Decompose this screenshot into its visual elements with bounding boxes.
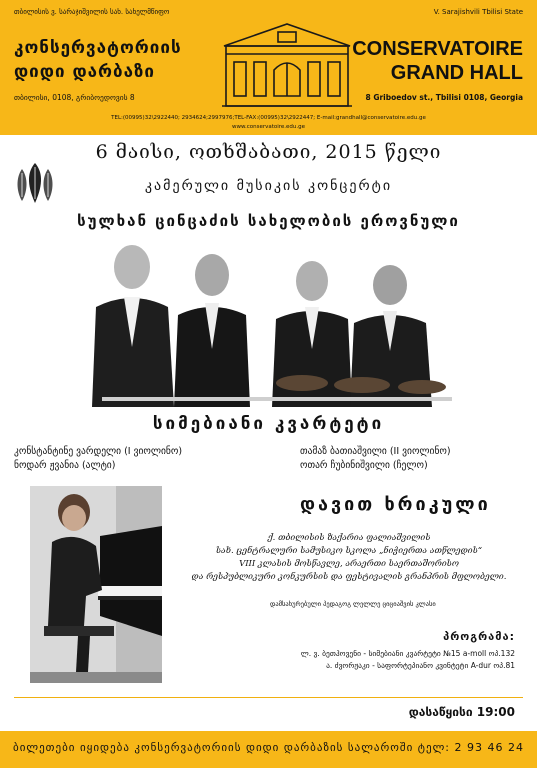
- pianist-bio-line-2: სახ. ცენტრალური სამუსიკო სკოლა „ნიჭიერთა ათწლედის“: [215, 546, 483, 556]
- header-left-address: თბილისი, 0108, გრიბოედოვის 8: [14, 93, 135, 102]
- event-series: სულხან ცინცაძის სახელობის ეროვნული: [77, 212, 460, 230]
- program-item-2: ა. ძვორჟაკი - საფორტეპიანო კვინტეტი A-dur ოპ.81: [326, 661, 515, 670]
- program-item-1: ლ. ვ. ბეთჰოვენი - სიმებიანი კვარტეტი №15 a-moll ოპ.132: [300, 649, 515, 658]
- member-cello: ოთარ ჩუბინიშვილი (ჩელო): [300, 460, 428, 471]
- member-viola: ნოდარ ჟვანია (ალტი): [14, 460, 116, 471]
- header-contact-line: TEL:(00995)32\2922440; 2934624;2997976;TEL-FAX:(00995)32\2922447; E-mail:grandhall@conservatoire.edu.ge: [111, 115, 426, 121]
- divider-line: [14, 697, 523, 698]
- event-date: 6 მაისი, ოთხშაბათი, 2015 წელი: [95, 141, 442, 163]
- member-second-violin: თამაზ ბათიაშვილი (II ვიოლინო): [300, 446, 451, 457]
- start-time: დასაწყისი 19:00: [408, 705, 515, 719]
- header-left-title-1: კონსერვატორიის: [14, 38, 182, 58]
- program-heading: პროგრამა:: [443, 630, 515, 643]
- member-first-violin: კონსტანტინე ვარდელი (I ვიოლინო): [14, 446, 183, 457]
- header-left-subtitle: თბილისის ვ. სარაჯიშვილის სახ. სახელმწიფო: [14, 8, 170, 16]
- ticket-info: ბილეთები იყიდება კონსერვატორიის დიდი დარბაზის სალაროში ტელ: 2 93 46 24: [13, 741, 524, 754]
- header-left-title-2: დიდი დარბაზი: [14, 62, 155, 82]
- conservatoire-building-logo: [218, 18, 356, 112]
- pianist-bio-line-1: ქ. თბილისის ზაქარია ფალიაშვილის: [267, 533, 431, 543]
- header-right-title-1: CONSERVATOIRE: [352, 38, 523, 60]
- pianist-bio-line-4: და რესპუბლიკური კონკურსის და ფესტივალის გრანპრის მფლობელი.: [191, 572, 507, 582]
- quartet-photo: [72, 237, 462, 407]
- pianist-photo: [30, 486, 162, 683]
- header-right-title-2: GRAND HALL: [390, 62, 523, 84]
- pianist-teacher: დამსახურებული პედაგოგ ლელლე ციციაშვის კლასი: [270, 600, 436, 608]
- pianist-bio-line-3: VIII კლასის მოსწავლე, არაერთი საერთაშორისო: [239, 559, 459, 569]
- event-type: კამერული მუსიკის კონცერტი: [144, 178, 393, 194]
- header-right-address: 8 Griboedov st., Tbilisi 0108, Georgia: [365, 93, 523, 102]
- header-website: www.conservatoire.edu.ge: [231, 124, 306, 130]
- header-right-subtitle: V. Sarajishvili Tbilisi State: [433, 8, 523, 16]
- ensemble-name: სიმებიანი კვარტეტი: [152, 414, 385, 434]
- pianist-name: დავით ხრიკული: [300, 494, 491, 515]
